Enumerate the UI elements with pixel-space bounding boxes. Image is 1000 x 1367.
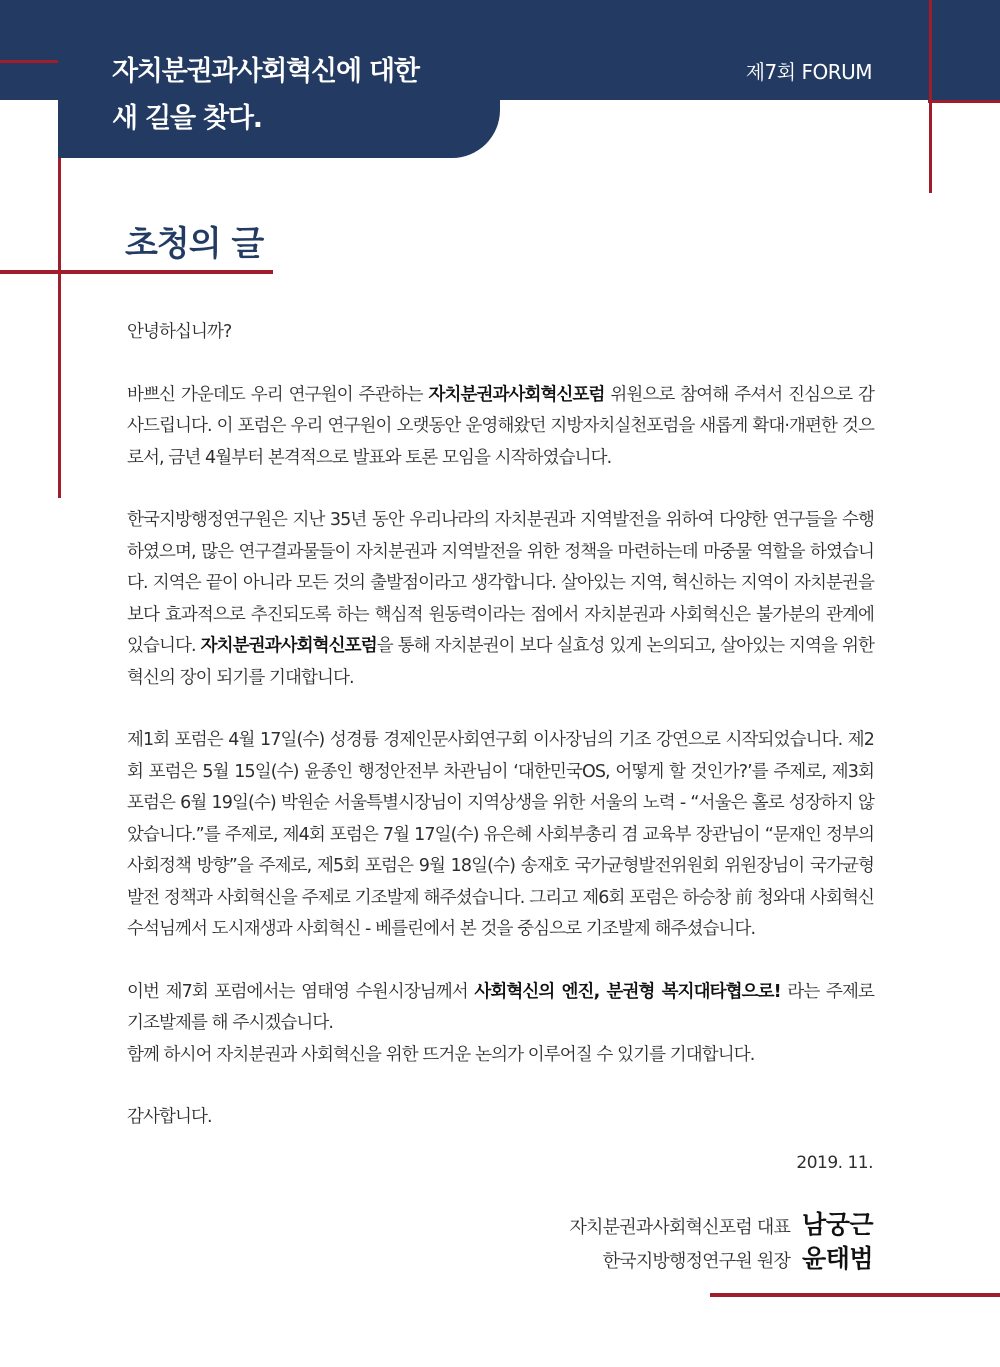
top-left-rule bbox=[0, 60, 58, 63]
bottom-right-rule bbox=[710, 1293, 1000, 1297]
signature-org: 자치분권과사회혁신포럼 대표 bbox=[569, 1217, 791, 1238]
signature-1 bbox=[569, 1205, 873, 1241]
paragraph-2: 한국지방행정연구원은 지난 35년 동안 우리나라의 자치분권과 지역발전을 위하여 다양한 연구들을 수행하였으며, 많은 연구결과물들이 자치분권과 지역발전을 위한 정책을 마련하는데 마중물 역할을 하였습니다. 지역은 끝이 아니라 모든 것의 출발점이라고 생각합니다. 살아있는 지역, 혁신하는 지역이 자치분권을 보다 효과적으로 추진되도록 하는 핵심적 원동력이라는 점에서 자치분권과 사회혁신은 불가분의 관계에 있습니다. 자치분권과사회혁신포럼을 통해 자치분권이 보다 실효성 있게 논의되고, 살아있는 지역을 위한 혁신의 장이 되기를 기대합니다. bbox=[127, 510, 874, 688]
forum-name-bold: 자치분권과사회혁신포럼 bbox=[428, 384, 605, 405]
paragraph-4: 이번 제7회 포럼에서는 염태영 수원시장님께서 사회혁신의 엔진, 분권형 복지대타협으로! 라는 주제로 기조발제를 해 주시겠습니다. bbox=[127, 981, 874, 1033]
left-vertical-rule bbox=[58, 158, 61, 498]
forum-label: 제7회 FORUM bbox=[745, 60, 872, 84]
section-title: 초청의 글 bbox=[125, 224, 264, 264]
greeting: 안녕하십니까? bbox=[127, 322, 232, 342]
signature-name: 윤태범 bbox=[802, 1244, 873, 1273]
letter-body bbox=[127, 317, 874, 1134]
top-right-rule-h bbox=[928, 100, 1000, 103]
paragraph-5: 함께 하시어 자치분권과 사회혁신을 위한 뜨거운 논의가 이루어질 수 있기를 기대합니다. bbox=[127, 1044, 755, 1065]
signature-org: 한국지방행정연구원 원장 bbox=[602, 1251, 791, 1272]
top-right-rule-v bbox=[929, 0, 932, 193]
header-title bbox=[112, 48, 492, 142]
signature-name: 남궁근 bbox=[802, 1210, 873, 1239]
paragraph-3: 제1회 포럼은 4월 17일(수) 성경륭 경제인문사회연구회 이사장님의 기조 강연으로 시작되었습니다. 제2회 포럼은 5월 15일(수) 윤종인 행정안전부 차관님이 ‘대한민국OS, 어떻게 할 것인가?’를 주제로, 제3회 포럼은 6월 19일(수) 박원순 서울특별시장님이 지역상생을 위한 서울의 노력 - “서울은 홀로 성장하지 않았습니다.”를 주제로, 제4회 포럼은 7월 17일(수) 유은혜 사회부총리 겸 교육부 장관님이 “문재인 정부의 사회정책 방향”을 주제로, 제5회 포럼은 9월 18일(수) 송재호 국가균형발전위원회 위원장님이 국가균형발전 정책과 사회혁신을 주제로 기조발제 해주셨습니다. 그리고 제6회 포럼은 하승창 前 청와대 사회혁신 수석님께서 도시재생과 사회혁신 - 베를린에서 본 것을 중심으로 기조발제 해주셨습니다. bbox=[127, 730, 874, 939]
paragraph-1: 바쁘신 가운데도 우리 연구원이 주관하는 자치분권과사회혁신포럼 위원으로 참여해 주셔서 진심으로 감사드립니다. 이 포럼은 우리 연구원이 오랫동안 운영해왔던 지방자치실천포럼을 새롭게 확대·개편한 것으로서, 금년 4월부터 본격적으로 발표와 토론 모임을 시작하였습니다. bbox=[127, 384, 874, 468]
closing: 감사합니다. bbox=[127, 1107, 212, 1127]
forum-name-bold: 자치분권과사회혁신포럼 bbox=[200, 636, 377, 656]
header-title-line1: 자치분권과사회혁신에 대한 bbox=[112, 56, 419, 87]
title-underline-rule bbox=[0, 270, 273, 274]
letter-date: 2019. 11. bbox=[796, 1153, 873, 1173]
topic-bold: 사회혁신의 엔진, 분권형 복지대타협으로! bbox=[474, 981, 781, 1002]
header-title-line2: 새 길을 찾다. bbox=[112, 103, 262, 134]
signature-2 bbox=[603, 1239, 873, 1275]
